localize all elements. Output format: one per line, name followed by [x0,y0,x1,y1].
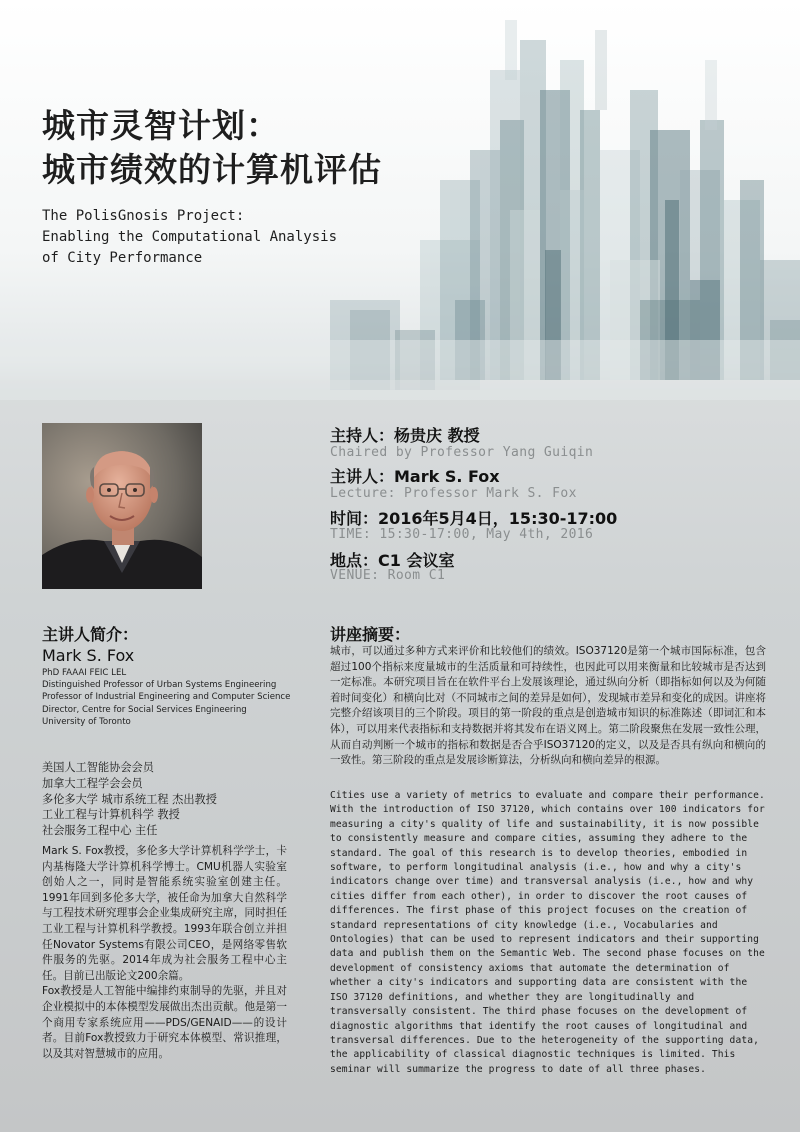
speaker-roles [42,760,217,839]
abstract-english: Cities use a variety of metrics to evaluate and compare their performance. With the introduction of ISO 37120, which contains over 100 indicators for measuring a city's quality of life and sustainability, it is now possible to consistently measure and compare cities, assuming they adhere to the standard. The goal of this research is to develop theories, embodied in software, to perform longitudinal analysis (i.e., how and why a city's indicators change over time) and transversal analysis (i.e., how and why cities differ from each other), in order to discover the root causes of differences. The first phase of this project focuses on the creation of standard representations of city knowledge (i.e., Vocabularies and Ontologies) that can be used to represent indicators and their supporting data and publish them on the Semantic Web. The second phase focuses on the development of consistency axioms that automate the determination of whether a city's indicators and supporting data are consistent with the ISO 37120 definitions, and whether they are longitudinally and transversally consistent. The third phase focuses on the development of diagnostic algorithms that identify the root causes of longitudinal and transversal differences. Due to the heterogeneity of the supporting data, the applicability of classical diagnostic techniques is limited. This seminar will summarize the progress to date of all three phases. [330,790,765,1075]
venue-en: VENUE: Room C1 [330,568,446,583]
speaker-credentials [42,667,292,728]
time-cn: 时间：2016年5月4日，15:30-17:00 [330,509,618,528]
abstract-section-heading: 讲座摘要： [330,625,411,644]
speaker-bio-paragraph-2: Fox教授是人工智能中编排约束制导的先驱，并且对企业模拟中的本体模型发展做出杰出贡献。他是第一个商用专家系统应用——PDS/GENAID——的设计者。目前Fox教授致力于研究本体模型、常识推理，以及其对智慧城市的应用。 [42,985,287,1060]
speaker-biography [42,844,287,1062]
page-title-english [42,206,337,269]
venue-cn: 地点：C1 会议室 [330,551,455,570]
speaker-cred-3: Director, Centre for Social Services Engineering [42,704,247,715]
page-title-chinese [42,104,382,192]
title-en-line-1: The PolisGnosis Project: [42,208,245,224]
speaker-cred-4: University of Toronto [42,716,131,727]
speaker-credentials-line: PhD FAAAI FEIC LEL [42,668,127,678]
speaker-cred-2: Professor of Industrial Engineering and Computer Science [42,692,291,703]
title-en-line-3: of City Performance [42,250,203,266]
speaker-portrait-photo [42,423,202,589]
speaker-bio-paragraph-1: Mark S. Fox教授，多伦多大学计算机科学学士，卡内基梅隆大学计算机科学博士。CMU机器人实验室创始人之一，同时是智能系统实验室创建主任。1991年回到多伦多大学，被任命为加拿大自然科学与工程技术研究理事会企业集成研究主席，同时担任工业工程与计算机科学教授。1993年联合创立并担任Novator Systems有限公司CEO，是网络零售软件服务的先驱。2014年成为社会服务工程中心主任。目前已出版论文200余篇。 [42,845,287,982]
title-en-line-2: Enabling the Computational Analysis [42,229,338,245]
lecturer-cn: 主讲人：Mark S. Fox [330,467,500,486]
chair-cn: 主持人：杨贵庆 教授 [330,426,480,445]
skyline-building [505,20,517,80]
chair-en: Chaired by Professor Yang Guiqin [330,445,594,460]
lecturer-en: Lecture: Professor Mark S. Fox [330,486,577,501]
speaker-role-3: 多伦多大学 城市系统工程 杰出教授 [42,792,217,806]
speaker-cred-1: Distinguished Professor of Urban Systems Engineering [42,680,277,691]
skyline-building [595,30,607,110]
speaker-role-5: 社会服务工程中心 主任 [42,824,158,838]
speaker-role-2: 加拿大工程学会会员 [42,776,143,790]
time-en: TIME: 15:30-17:00, May 4th, 2016 [330,527,594,542]
skyline-building [705,60,717,130]
title-cn-line-2: 城市绩效的计算机评估 [42,150,382,189]
title-cn-line-1: 城市灵智计划： [42,106,280,145]
abstract-chinese: 城市，可以通过多种方式来评价和比较他们的绩效。ISO37120是第一个城市国际标准，包含超过100个指标来度量城市的生活质量和可持续性，也因此可以用来衡量和比较城市是否达到一定标准。本研究项目旨在在软件平台上发展该理论，通过纵向分析（即指标如何以及为何随着时间变化）和横向比对（不同城市之间的差异是如何），发现城市差异和变化的成因。讲座将完整介绍该项目的三个阶段。项目的第一阶段的重点是创造城市知识的标准陈述（即词汇和本体），可以用来代表指标和支持数据并将其发布在语义网上。第二阶段聚焦在发展一致性公理，从而自动判断一个城市的指标和数据是否合乎ISO37120的定义，以及是否具有纵向和横向的一致性。第三阶段的重点是发展诊断算法，分析纵向和横向差异的根源。 [330,645,766,767]
speaker-role-4: 工业工程与计算机科学 教授 [42,808,180,822]
speaker-role-1: 美国人工智能协会会员 [42,761,154,774]
speaker-section-heading: 主讲人简介： [42,625,139,644]
speaker-name: Mark S. Fox [42,646,135,665]
